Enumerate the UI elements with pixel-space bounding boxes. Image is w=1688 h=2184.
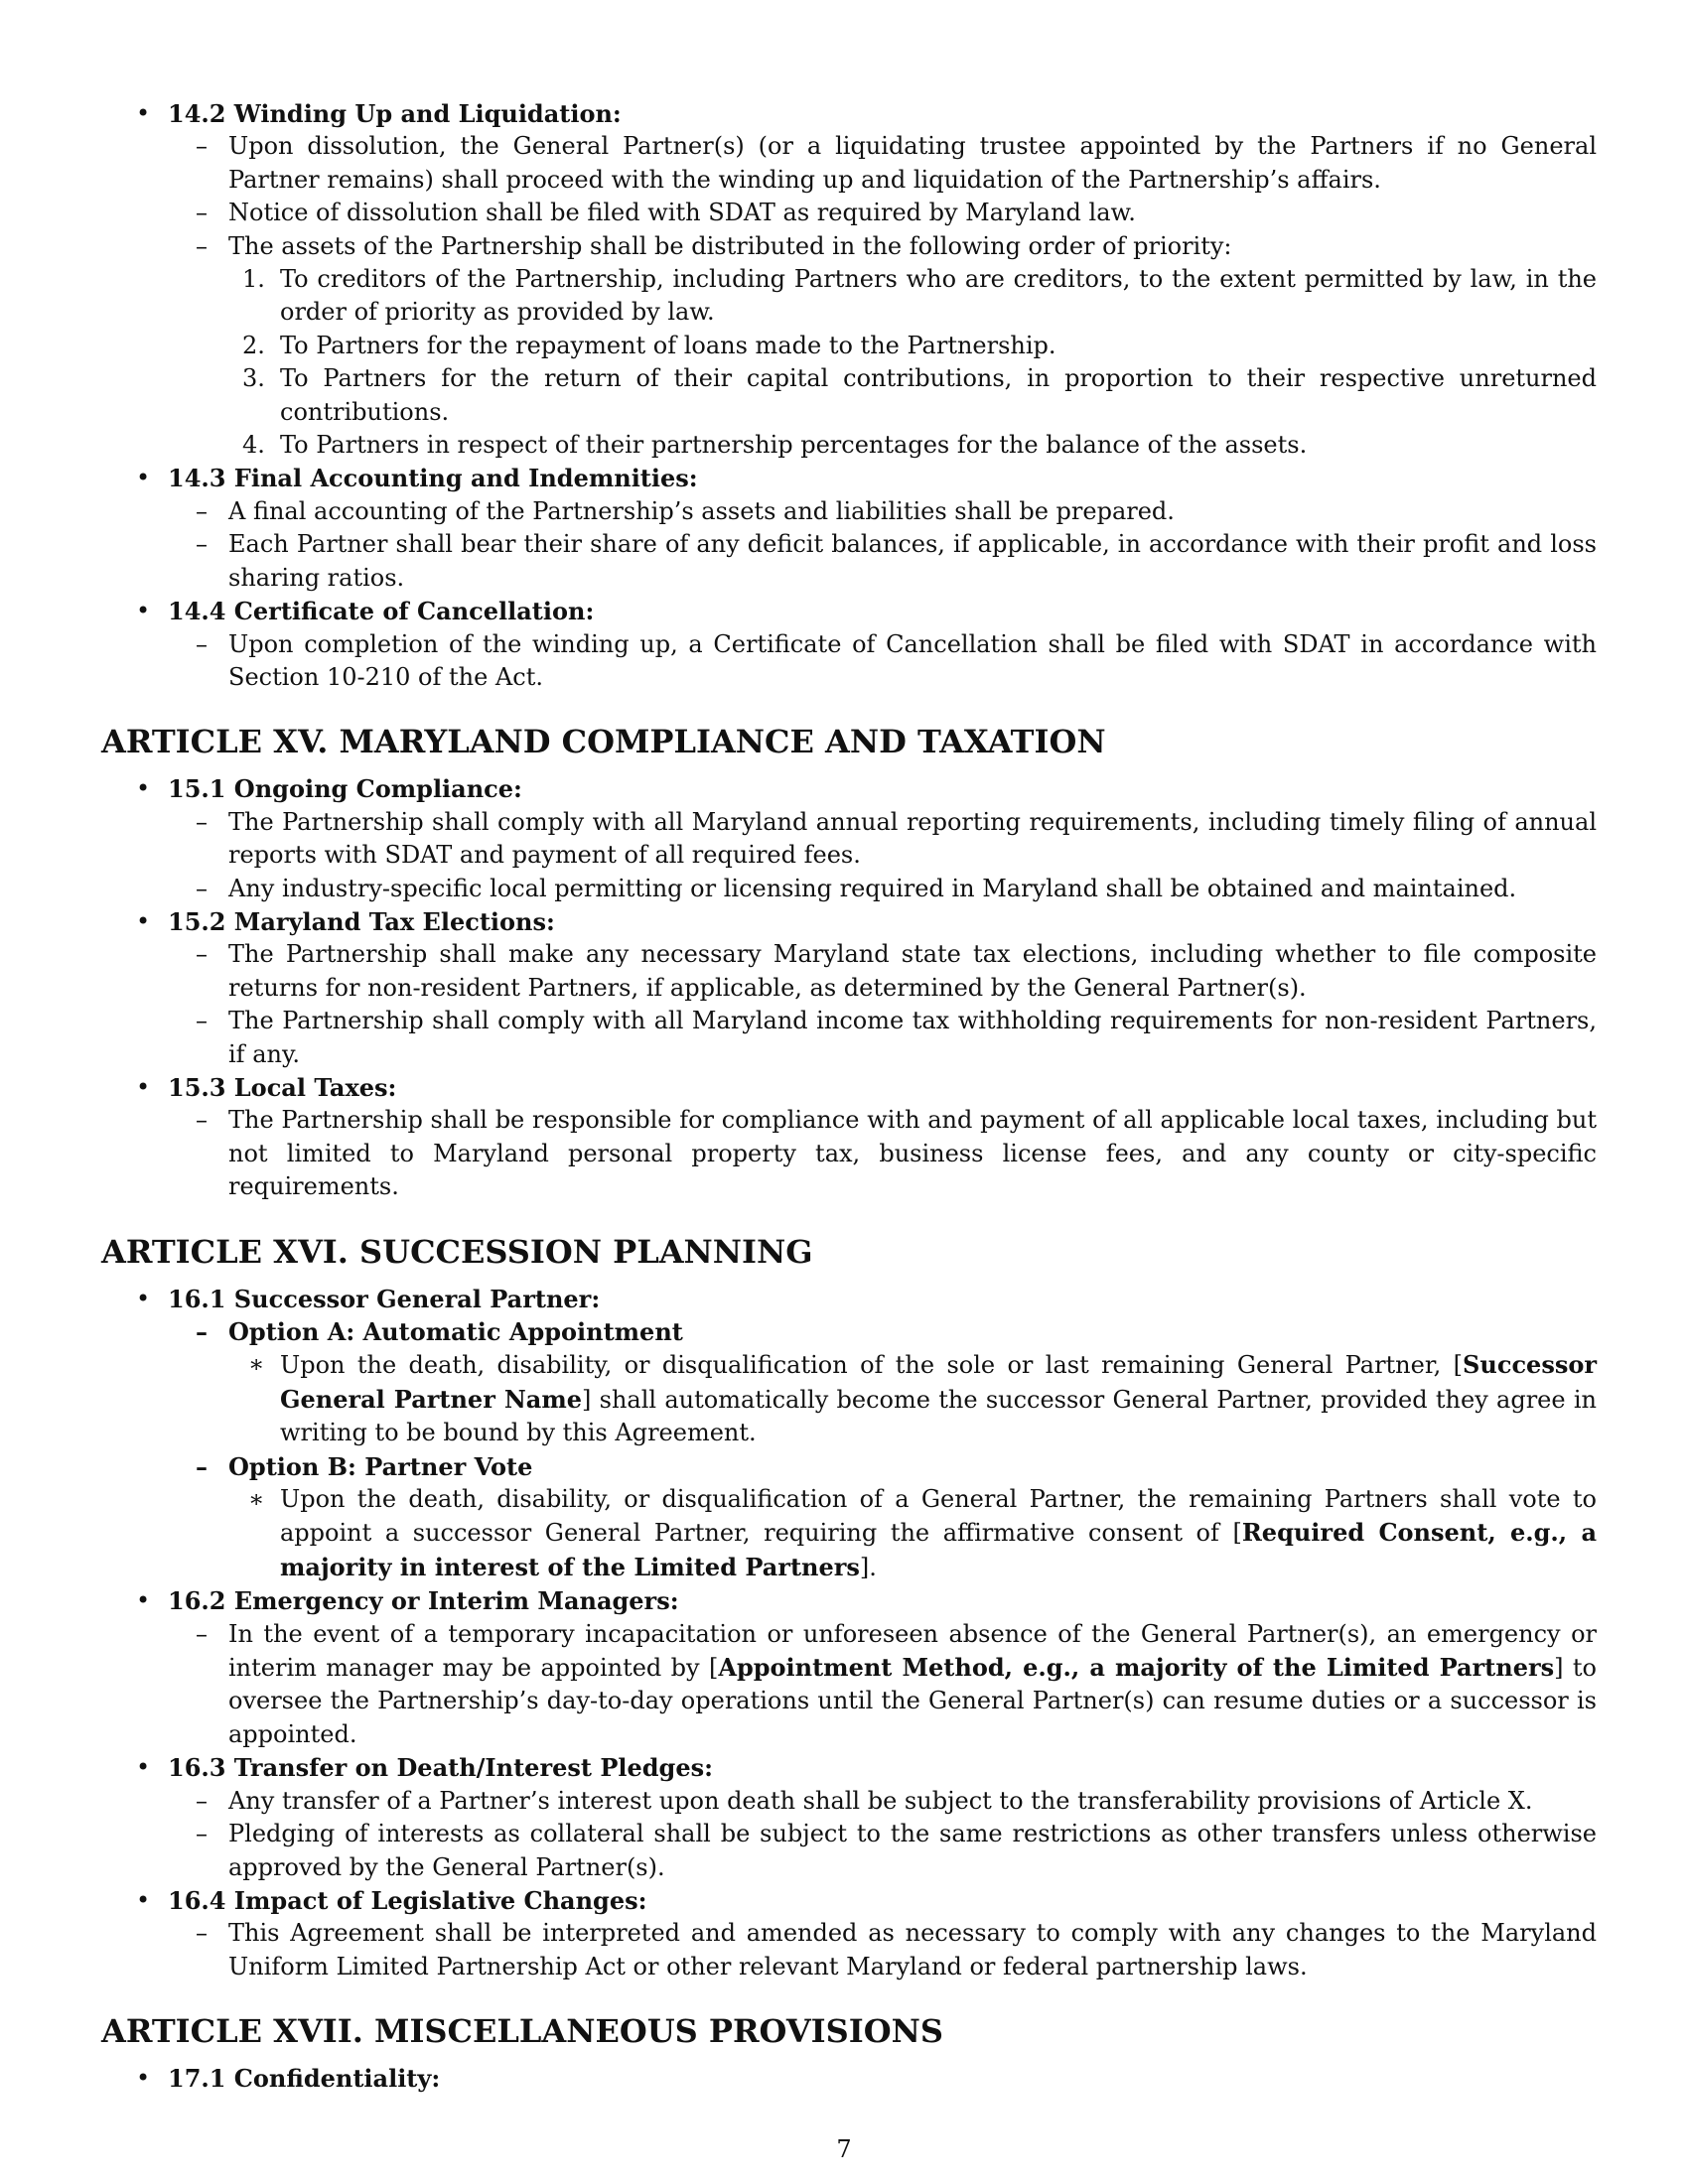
- section-14-2-item-3: – The assets of the Partnership shall be distributed in the following order of priority:: [101, 230, 1597, 263]
- section-15-1-item-1: – The Partnership shall comply with all Maryland annual reporting requirements, including timely filing of annual reports with SDAT and payment of all required fees.: [101, 806, 1597, 873]
- page-number: 7: [836, 2135, 852, 2163]
- option-a-title: – Option A: Automatic Appointment: [101, 1315, 1597, 1348]
- section-14-4-item-1: – Upon completion of the winding up, a Certificate of Cancellation shall be filed with SDAT in accordance with Section 10-210 of the Act.: [101, 628, 1597, 695]
- required-consent-placeholder: Required Consent, e.g., a majority in interest of the Limited Partners: [280, 1518, 1597, 1581]
- option-a-text-post: ] shall automatically become the successor General Partner, provided they agree in writing to be bound by this Agreement.: [280, 1385, 1597, 1447]
- section-16-4-title: • 16.4 Impact of Legislative Changes:: [101, 1884, 1597, 1917]
- section-14-3-item-1: – A final accounting of the Partnership’s assets and liabilities shall be prepared.: [101, 495, 1597, 528]
- appointment-method-placeholder: Appointment Method, e.g., a majority of the Limited Partners: [718, 1653, 1555, 1683]
- section-14-3-item-2: – Each Partner shall bear their share of any deficit balances, if applicable, in accordance with their profit and loss sharing ratios.: [101, 528, 1597, 595]
- section-15-1-item-2: – Any industry-specific local permitting or licensing required in Maryland shall be obtained and maintained.: [101, 873, 1597, 905]
- priority-item-2-text: To Partners for the repayment of loans made to the Partnership.: [280, 331, 1056, 359]
- section-14-4-title: • 14.4 Certificate of Cancellation:: [101, 595, 1597, 627]
- priority-item-4-text: To Partners in respect of their partnership percentages for the balance of the assets.: [280, 431, 1308, 460]
- priority-item-3: 3. To Partners for the return of their capital contributions, in proportion to their respective unreturned contributions.: [242, 364, 1597, 426]
- section-15-2-title: • 15.2 Maryland Tax Elections:: [101, 905, 1597, 938]
- section-16-3-title: • 16.3 Transfer on Death/Interest Pledges:: [101, 1751, 1597, 1784]
- priority-item-2: 2. To Partners for the repayment of loans made to the Partnership.: [242, 331, 1056, 359]
- article-15-heading: ARTICLE XV. MARYLAND COMPLIANCE AND TAXATION: [101, 723, 1106, 761]
- article-17-heading: ARTICLE XVII. MISCELLANEOUS PROVISIONS: [101, 2012, 943, 2051]
- option-b-title: – Option B: Partner Vote: [101, 1450, 1597, 1483]
- priority-item-1: 1. To creditors of the Partnership, including Partners who are creditors, to the extent permitted by law, in the order of priority as provided by law.: [242, 265, 1597, 327]
- option-a-text: [101, 1348, 1597, 1449]
- section-14-2-item-1: – Upon dissolution, the General Partner(s) (or a liquidating trustee appointed by the Partners if no General Partner remains) shall proceed with the winding up and liquidation of the Partnership’s affairs.: [101, 130, 1597, 197]
- priority-item-1-text: To creditors of the Partnership, including Partners who are creditors, to the extent permitted by law, in the order of priority as provided by law.: [280, 265, 1597, 327]
- section-14-2-title: • 14.2 Winding Up and Liquidation:: [101, 97, 1597, 130]
- option-b-text: [101, 1483, 1597, 1584]
- section-15-3-item-1: – The Partnership shall be responsible for compliance with and payment of all applicable local taxes, including but not limited to Maryland personal property tax, business license fees, and any county or city-specific requirements.: [101, 1104, 1597, 1203]
- section-15-2-item-1: – The Partnership shall make any necessary Maryland state tax elections, including whether to file composite returns for non-resident Partners, if applicable, as determined by the General Partner(s).: [101, 938, 1597, 1005]
- section-15-1-title: • 15.1 Ongoing Compliance:: [101, 772, 1597, 805]
- section-14-3-title: • 14.3 Final Accounting and Indemnities:: [101, 462, 1597, 494]
- article-16-heading: ARTICLE XVI. SUCCESSION PLANNING: [101, 1232, 813, 1271]
- successor-gp-name-placeholder: Successor General Partner Name: [280, 1350, 1597, 1414]
- section-16-2-text-post: ] to oversee the Partnership’s day-to-day operations until the General Partner(s) can resume duties or a successor is appointed.: [228, 1654, 1597, 1748]
- document-body: [101, 97, 1597, 2096]
- section-16-4-item-1: – This Agreement shall be interpreted and amended as necessary to comply with any changes to the Maryland Uniform Limited Partnership Act or other relevant Maryland or federal partnership laws.: [101, 1917, 1597, 1983]
- option-a-text-pre: Upon the death, disability, or disqualification of the sole or last remaining General Partner, [: [280, 1351, 1464, 1380]
- section-14-2-item-2: – Notice of dissolution shall be filed with SDAT as required by Maryland law.: [101, 197, 1597, 229]
- section-16-3-item-2: – Pledging of interests as collateral shall be subject to the same restrictions as other transfers unless otherwise approved by the General Partner(s).: [101, 1818, 1597, 1884]
- section-16-3-item-1: – Any transfer of a Partner’s interest upon death shall be subject to the transferability provisions of Article X.: [101, 1785, 1597, 1818]
- priority-item-3-text: To Partners for the return of their capital contributions, in proportion to their respective unreturned contributions.: [280, 364, 1597, 426]
- section-16-2-title: • 16.2 Emergency or Interim Managers:: [101, 1584, 1597, 1617]
- section-16-2-text-pre: In the event of a temporary incapacitation or unforeseen absence of the General Partner(s), an emergency or interim manager may be appointed by [: [228, 1619, 1597, 1683]
- section-16-1-title: • 16.1 Successor General Partner:: [101, 1283, 1597, 1315]
- section-15-2-item-2: – The Partnership shall comply with all Maryland income tax withholding requirements for non-resident Partners, if any.: [101, 1005, 1597, 1071]
- section-15-3-title: • 15.3 Local Taxes:: [101, 1071, 1597, 1104]
- priority-item-4: 4. To Partners in respect of their partnership percentages for the balance of the assets.: [242, 431, 1308, 460]
- section-17-1-title: • 17.1 Confidentiality:: [101, 2062, 1597, 2095]
- section-16-2-item-1: [101, 1618, 1597, 1752]
- option-b-text-post: ].: [859, 1553, 877, 1581]
- option-b-text-pre: Upon the death, disability, or disqualification of a General Partner, the remaining Partners shall vote to appoint a successor General Partner, requiring the affirmative consent of [: [280, 1485, 1597, 1548]
